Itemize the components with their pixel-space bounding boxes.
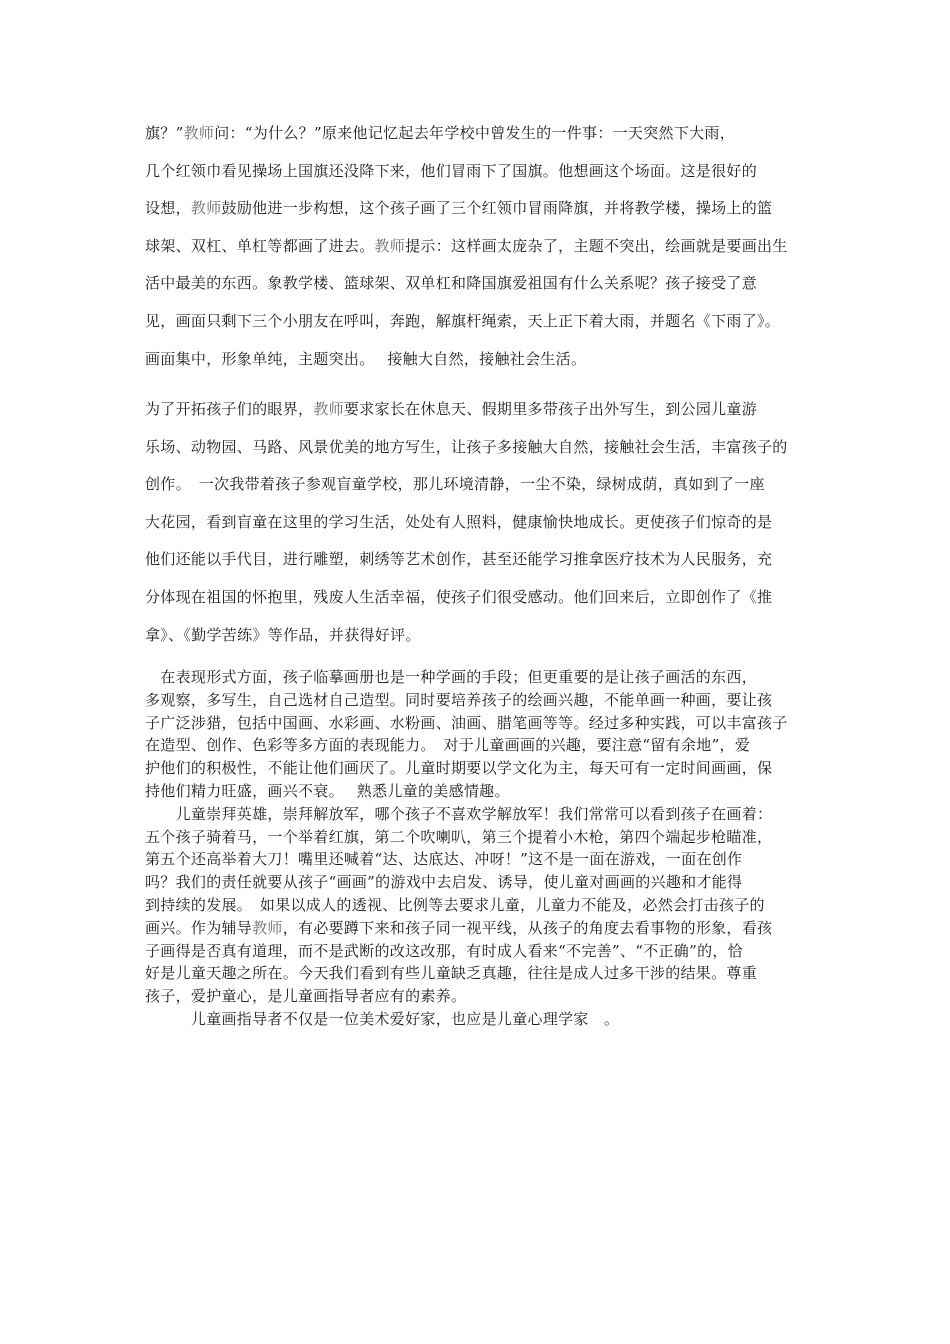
text-line (145, 1008, 810, 1031)
text-line (145, 666, 810, 689)
text-line (145, 391, 810, 429)
text-line (145, 985, 810, 1008)
text-segment: 球架、双杠、单杠等都画了进去。 (145, 236, 375, 255)
text-segment: 儿童画指导者不仅是一位美术爱好家，也应是儿童心理学家 。 (145, 1009, 620, 1028)
text-line (145, 940, 810, 963)
text-line (145, 504, 810, 542)
text-line (145, 871, 810, 894)
text-segment: 为了开拓孩子们的眼界， (145, 400, 314, 418)
text-segment: 到持续的发展。 如果以成人的透视、比例等去要求儿童，儿童力不能及，必然会打击孩子的 (145, 895, 765, 914)
text-segment: 拿》、《勤学苦练》等作品，并获得好评。 (145, 625, 421, 644)
text-segment: 几个红领巾看见操场上国旗还没降下来，他们冒雨下了国旗。他想画这个场面。这是很好的 (145, 161, 758, 180)
text-line (145, 190, 810, 228)
text-line (145, 848, 810, 871)
text-segment: 创作。 一次我带着孩子参观盲童学校，那儿环境清静，一尘不染，绿树成荫，真如到了一座 (145, 475, 765, 494)
text-line (145, 689, 810, 712)
text-segment: 持他们精力旺盛，画兴不衰。 熟悉儿童的美感情趣。 (145, 781, 510, 800)
text-segment: 画面集中，形象单纯，主题突出。 接触大自然，接触社会生活。 (145, 349, 587, 368)
text-segment: 分体现在祖国的怀抱里，残废人生活幸福，使孩子们很受感动。他们回来后，立即创作了《推 (145, 587, 773, 606)
text-line (145, 712, 810, 735)
highlighted-term: 教师 (313, 400, 344, 418)
text-line (145, 826, 810, 849)
text-line (145, 429, 810, 467)
text-segment: 在表现形式方面，孩子临摹画册也是一种学画的手段；但更重要的是让孩子画活的东西， (145, 668, 758, 686)
text-line (145, 466, 810, 504)
text-line (145, 734, 810, 757)
highlighted-term: 教师 (190, 199, 222, 218)
text-segment: 护他们的积极性，不能让他们画厌了。儿童时期要以学文化为主，每天可有一定时间画画，保 (145, 759, 773, 778)
text-segment: 画兴。作为辅导 (145, 918, 253, 937)
text-segment: 好是儿童天趣之所在。今天我们看到有些儿童缺乏真趣，往往是成人过多干涉的结果。尊重 (145, 964, 758, 983)
text-segment: 多观察，多写生，自己选材自己造型。同时要培养孩子的绘画兴趣，不能单画一种画，要让孩 (145, 690, 773, 709)
text-segment: 子广泛涉猎，包括中国画、水彩画、水粉画、油画、腊笔画等等。经过多种实践，可以丰富孩子 (145, 713, 788, 732)
text-segment: 孩子，爱护童心，是儿童画指导者应有的素养。 (145, 987, 467, 1006)
text-segment: 鼓励他进一步构想，这个孩子画了三个红领巾冒雨降旗，并将教学楼，操场上的篮 (221, 199, 773, 218)
text-segment: 大花园，看到盲童在这里的学习生活，处处有人照料，健康愉快地成长。更使孩子们惊奇的是 (145, 512, 773, 531)
text-segment: 子画得是否真有道理，而不是武断的改这改那，有时成人看来“不完善”、“不正确”的，恰 (145, 941, 743, 960)
paragraph-group-3 (145, 666, 810, 1031)
text-line (145, 115, 810, 153)
text-segment: 第五个还高举着大刀！嘴里还喊着“达、达底达、冲呀！”这不是一面在游戏，一面在创作 (145, 850, 743, 869)
text-line (145, 541, 810, 579)
text-segment: 乐场、动物园、马路、风景优美的地方写生，让孩子多接触大自然，接触社会生活，丰富孩子的 (145, 437, 788, 456)
paragraph-group-1 (145, 115, 810, 378)
highlighted-term: 教师 (374, 236, 406, 255)
text-line (145, 303, 810, 341)
text-line (145, 341, 810, 379)
text-line (145, 894, 810, 917)
text-line (145, 153, 810, 191)
text-line (145, 803, 810, 826)
text-segment: 在造型、创作、色彩等多方面的表现能力。 对于儿童画画的兴趣，要注意“留有余地”，爱 (145, 736, 751, 755)
text-segment: ，有必要蹲下来和孩子同一视平线，从孩子的角度去看事物的形象，看孩 (282, 918, 773, 937)
paragraph-group-2 (145, 391, 810, 654)
text-segment: 五个孩子骑着马，一个举着红旗，第二个吹喇叭，第三个提着小木枪，第四个端起步枪瞄准， (145, 827, 773, 846)
text-segment: 要求家长在休息天、假期里多带孩子出外写生，到公园儿童游 (343, 400, 758, 418)
text-line (145, 757, 810, 780)
highlighted-term: 教师 (183, 124, 215, 142)
text-segment: 儿童崇拜英雄，崇拜解放军，哪个孩子不喜欢学解放军！我们常常可以看到孩子在画着： (145, 804, 773, 823)
text-segment: 问：“为什么？”原来他记忆起去年学校中曾发生的一件事：一天突然下大雨， (214, 124, 736, 142)
text-segment: 旗？” (145, 124, 184, 142)
text-line (145, 917, 810, 940)
text-line (145, 780, 810, 803)
text-segment: 提示：这样画太庞杂了，主题不突出，绘画就是要画出生 (405, 236, 788, 255)
text-segment: 设想， (145, 199, 191, 218)
highlighted-term: 教师 (252, 918, 283, 937)
text-line (145, 265, 810, 303)
text-segment: 他们还能以手代目，进行雕塑，刺绣等艺术创作，甚至还能学习推拿医疗技术为人民服务，充 (145, 550, 773, 569)
text-segment: 吗？我们的责任就要从孩子“画画”的游戏中去启发、诱导，使儿童对画画的兴趣和才能得 (145, 873, 743, 892)
text-segment: 活中最美的东西。象教学楼、篮球架、双单杠和降国旗爱祖国有什么关系呢？孩子接受了意 (145, 274, 758, 293)
text-line (145, 579, 810, 617)
text-segment: 见，画面只剩下三个小朋友在呼叫，奔跑，解旗杆绳索，天上正下着大雨，并题名《下雨了》。 (145, 311, 781, 330)
text-line (145, 617, 810, 655)
text-line (145, 962, 810, 985)
text-line (145, 228, 810, 266)
